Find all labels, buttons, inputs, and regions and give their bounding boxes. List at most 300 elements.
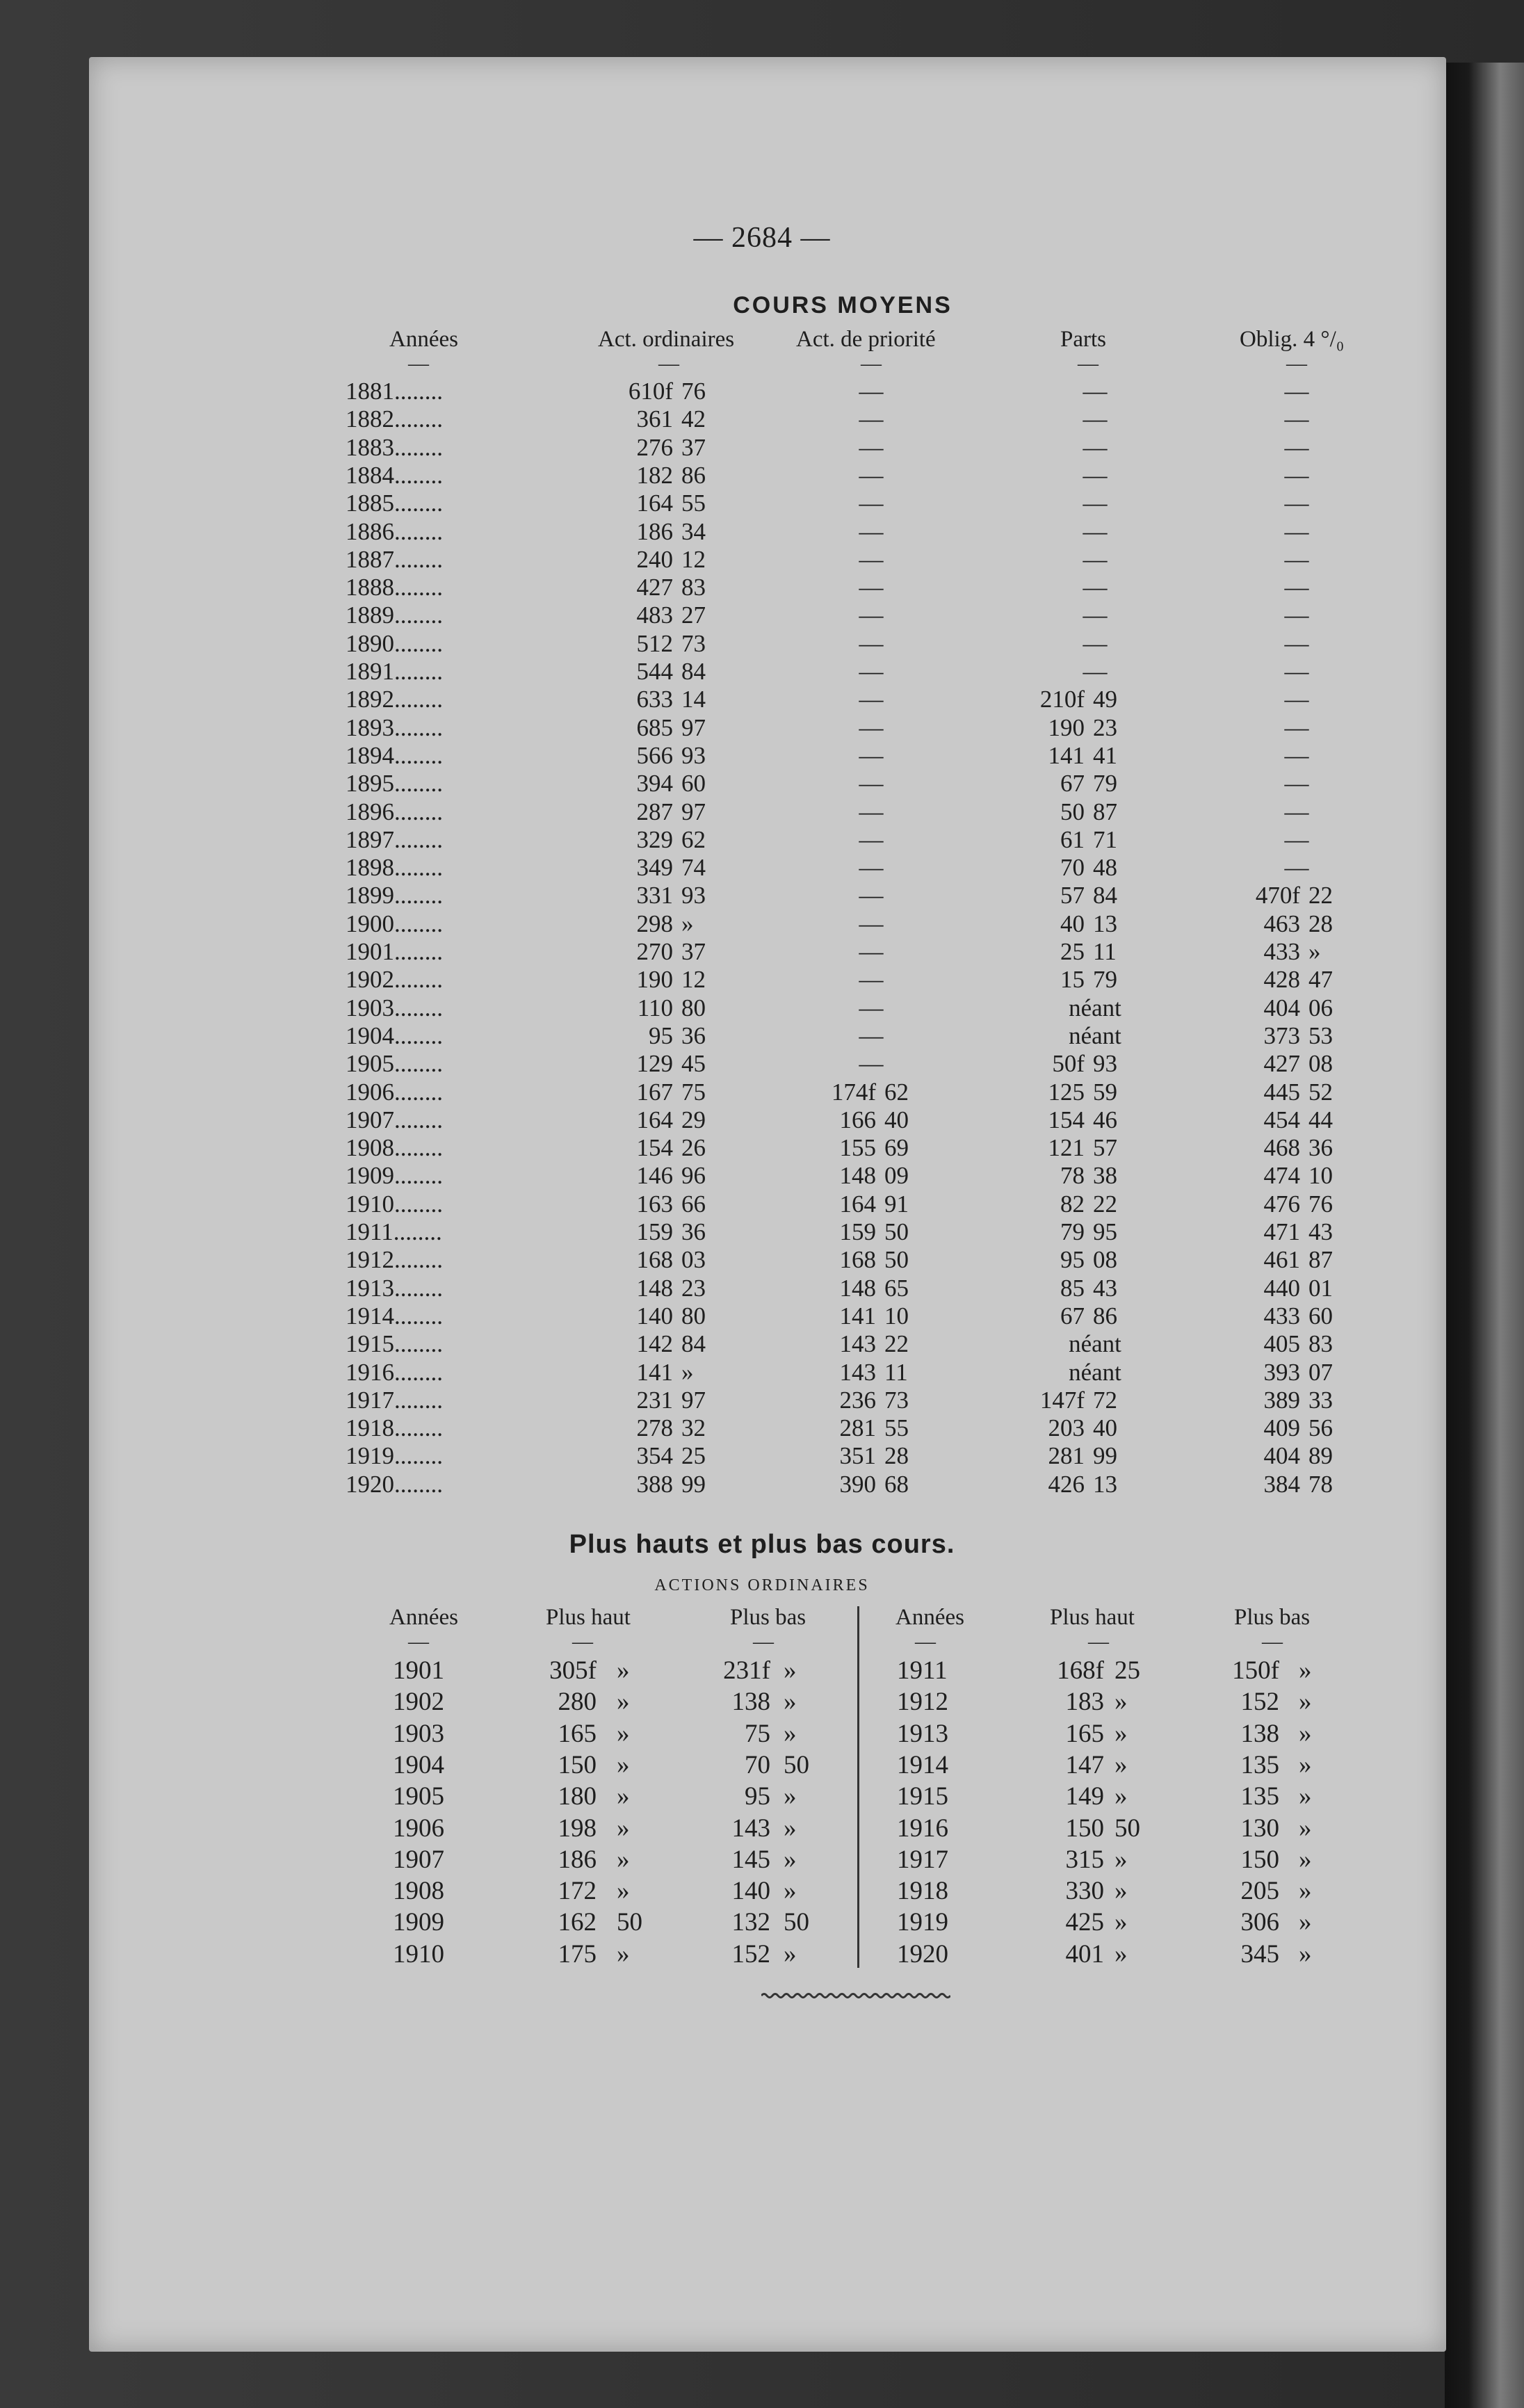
oblig-dec: 28 [1308,910,1333,937]
ordinary-int: 331 [636,882,673,910]
table-row [0,714,1524,742]
ordinary-int: 142 [636,1330,673,1358]
parts-dec: 71 [1093,825,1117,853]
priority-dec: 50 [884,1246,909,1274]
s2-low-int: 135 [1240,1750,1279,1779]
s2-header-dash: — [1262,1630,1283,1653]
ordinary-dec: 97 [681,798,706,825]
ordinary-dec: 83 [681,574,706,601]
ordinary-dec: 23 [681,1274,706,1302]
parts-text: — [1083,433,1108,461]
ordinary-dec: 26 [681,1134,706,1162]
ordinary-dec: » [681,1358,694,1386]
s2-low-int: 231f [723,1656,770,1685]
table-row [0,1330,1524,1358]
parts-int: 57 [1060,882,1085,910]
oblig-int: 405 [1263,1330,1300,1358]
table-row [0,601,1524,629]
header-ordinary: Act. ordinaires [598,327,735,352]
oblig-dec: 33 [1308,1386,1333,1414]
parts-text: — [1083,517,1108,545]
ordinary-dec: 60 [681,770,706,798]
s2-year: 1917 [897,1845,948,1874]
oblig-dec: 89 [1308,1442,1333,1470]
leader-dots: ........ [394,1358,443,1386]
leader-dots: ........ [394,658,443,685]
section2-title: Plus hauts et plus bas cours. [569,1530,955,1559]
s2-low-dec: » [1299,1877,1312,1906]
s2-low-dec: » [1299,1908,1312,1937]
priority-dec: 22 [884,1330,909,1358]
ordinary-dec: 93 [681,741,706,769]
priority-dash: — [859,741,884,769]
s2-header-dash: — [915,1630,936,1653]
year-label: 1913 [346,1274,394,1302]
priority-int: 148 [839,1274,876,1302]
oblig-dec: 87 [1308,1246,1333,1274]
s2-low-dec: » [1299,1688,1312,1717]
ordinary-dec: 12 [681,545,706,573]
parts-text: — [1083,378,1108,405]
s2-high-dec: » [617,1877,630,1906]
priority-int: 351 [839,1442,876,1470]
oblig-dash: — [1284,713,1309,741]
s2-low-int: 152 [1240,1688,1279,1717]
priority-dec: 28 [884,1442,909,1470]
ordinary-int: 427 [636,574,673,601]
s2-year: 1911 [897,1656,948,1685]
s2-high-dec: » [1114,1782,1128,1811]
priority-dash: — [859,798,884,825]
oblig-dec: 76 [1308,1190,1333,1218]
parts-dec: 49 [1093,686,1117,713]
s2-low-dec: » [784,1688,797,1717]
s2-high-int: 175 [558,1939,597,1969]
s2-header-dash: — [1088,1630,1109,1653]
s2-low-int: 138 [1240,1719,1279,1748]
year-cell [346,378,505,405]
leader-dots: ........ [394,798,443,825]
oblig-dec: 43 [1308,1218,1333,1245]
oblig-int: 461 [1263,1246,1300,1274]
oblig-dec: 56 [1308,1414,1333,1442]
leader-dots: ........ [394,1134,443,1162]
leader-dots: ........ [394,882,443,910]
priority-int: 148 [839,1162,876,1190]
year-cell [346,518,505,546]
s2-year: 1907 [393,1845,444,1874]
priority-dec: 73 [884,1386,909,1414]
year-label: 1903 [346,994,394,1021]
table-row [0,1022,1524,1050]
s2-year: 1915 [897,1782,948,1811]
year-cell [346,742,505,770]
s2-high-dec: 50 [1114,1813,1140,1843]
oblig-dash: — [1284,601,1309,629]
parts-int: 40 [1060,910,1085,937]
year-label: 1899 [346,882,394,910]
leader-dots: ........ [394,938,443,965]
oblig-int: 427 [1263,1050,1300,1078]
oblig-dec: 07 [1308,1358,1333,1386]
leader-dots: ........ [394,405,443,433]
oblig-dash: — [1284,405,1309,433]
table-row [0,378,1524,405]
oblig-dec: 06 [1308,994,1333,1021]
parts-dec: 23 [1093,713,1117,741]
table-row [0,462,1524,490]
year-cell [346,1442,505,1470]
leader-dots: ........ [394,770,443,798]
year-label: 1881 [346,378,394,405]
year-label: 1896 [346,798,394,825]
s2-high-int: 162 [558,1908,597,1937]
ordinary-int: 610f [628,378,673,405]
ordinary-int: 287 [636,798,673,825]
ordinary-int: 164 [636,490,673,517]
priority-dash: — [859,686,884,713]
ordinary-dec: 84 [681,658,706,685]
oblig-int: 373 [1263,1021,1300,1049]
priority-dash: — [859,882,884,910]
table-row [0,994,1524,1022]
oblig-int: 454 [1263,1106,1300,1133]
parts-int: 15 [1060,966,1085,994]
oblig-int: 476 [1263,1190,1300,1218]
s2-high-dec: » [617,1845,630,1874]
table-row [0,882,1524,910]
parts-text: — [1083,461,1108,489]
s2-header-high-right: Plus haut [1050,1605,1135,1630]
s2-high-int: 186 [558,1845,597,1874]
header-dash: — [408,352,429,375]
year-label: 1911 [346,1218,394,1245]
leader-dots: ........ [394,517,443,545]
s2-header-low-left: Plus bas [730,1605,806,1630]
parts-int: 125 [1048,1078,1085,1106]
ordinary-dec: 36 [681,1218,706,1245]
year-cell [346,1162,505,1190]
parts-dec: 11 [1093,938,1117,965]
priority-dash: — [859,601,884,629]
s2-low-dec: » [784,1656,797,1685]
priority-dec: 65 [884,1274,909,1302]
year-label: 1892 [346,686,394,713]
ordinary-dec: 37 [681,433,706,461]
priority-int: 143 [839,1358,876,1386]
parts-dec: 84 [1093,882,1117,910]
parts-text: néant [1069,994,1121,1021]
oblig-dash: — [1284,770,1309,798]
year-cell [346,1330,505,1358]
ordinary-dec: 32 [681,1414,706,1442]
s2-low-int: 205 [1240,1877,1279,1906]
year-label: 1885 [346,490,394,517]
s2-year: 1904 [393,1750,444,1779]
year-label: 1905 [346,1050,394,1078]
table-row [0,658,1524,686]
table-row [0,546,1524,574]
oblig-int: 433 [1263,1302,1300,1330]
ordinary-dec: 27 [681,601,706,629]
oblig-int: 384 [1263,1470,1300,1498]
ordinary-int: 544 [636,658,673,685]
parts-text: — [1083,601,1108,629]
priority-dec: 50 [884,1218,909,1245]
ordinary-int: 146 [636,1162,673,1190]
priority-dash: — [859,966,884,994]
year-label: 1917 [346,1386,394,1414]
leader-dots: ........ [394,1050,443,1078]
s2-high-dec: » [1114,1688,1128,1717]
ordinary-dec: 97 [681,1386,706,1414]
oblig-dec: » [1308,938,1321,965]
s2-high-int: 315 [1065,1845,1104,1874]
header-priority: Act. de priorité [796,327,936,352]
year-cell [346,1359,505,1387]
parts-int: 147f [1039,1386,1085,1414]
ordinary-int: 148 [636,1274,673,1302]
ordinary-dec: 73 [681,629,706,657]
column-divider [857,1606,859,1968]
year-cell [346,1134,505,1162]
s2-year: 1912 [897,1688,948,1717]
year-cell [346,1471,505,1498]
s2-year: 1903 [393,1719,444,1748]
leader-dots: ........ [394,1470,443,1498]
priority-dash: — [859,405,884,433]
table-row [0,826,1524,854]
ordinary-int: 388 [636,1470,673,1498]
oblig-dec: 01 [1308,1274,1333,1302]
ordinary-int: 483 [636,601,673,629]
ordinary-int: 141 [636,1358,673,1386]
s2-high-int: 172 [558,1877,597,1906]
ordinary-dec: 42 [681,405,706,433]
s2-low-dec: » [784,1719,797,1748]
s2-year: 1908 [393,1877,444,1906]
ordinary-dec: 36 [681,1021,706,1049]
parts-int: 141 [1048,741,1085,769]
s2-low-dec: » [784,1782,797,1811]
priority-dec: 62 [884,1078,909,1106]
oblig-int: 393 [1263,1358,1300,1386]
leader-dots: ........ [394,966,443,994]
s2-year: 1901 [393,1656,444,1685]
oblig-dash: — [1284,686,1309,713]
s2-year: 1920 [897,1939,948,1969]
ordinary-dec: 34 [681,517,706,545]
table-row [0,686,1524,713]
s2-high-int: 149 [1065,1782,1104,1811]
s2-low-int: 130 [1240,1813,1279,1843]
parts-int: 281 [1048,1442,1085,1470]
year-label: 1882 [346,405,394,433]
parts-dec: 59 [1093,1078,1117,1106]
ordinary-int: 182 [636,461,673,489]
year-cell [346,462,505,490]
section2-subtitle: ACTIONS ORDINAIRES [654,1576,870,1594]
s2-year: 1916 [897,1813,948,1843]
s2-low-dec: » [1299,1782,1312,1811]
year-label: 1907 [346,1106,394,1133]
leader-dots: ........ [394,994,443,1021]
s2-low-int: 150 [1240,1845,1279,1874]
table-row [0,1162,1524,1190]
s2-header-years-left: Années [389,1605,458,1630]
oblig-int: 468 [1263,1134,1300,1162]
parts-int: 67 [1060,1302,1085,1330]
oblig-dec: 83 [1308,1330,1333,1358]
parts-dec: 13 [1093,910,1117,937]
oblig-dash: — [1284,825,1309,853]
priority-dash: — [859,1050,884,1078]
s2-high-dec: » [617,1688,630,1717]
s2-low-dec: » [784,1877,797,1906]
priority-dash: — [859,629,884,657]
s2-header-dash: — [408,1630,429,1653]
ordinary-int: 354 [636,1442,673,1470]
oblig-dash: — [1284,798,1309,825]
ordinary-int: 231 [636,1386,673,1414]
parts-dec: 86 [1093,1302,1117,1330]
oblig-int: 409 [1263,1414,1300,1442]
ordinary-dec: 97 [681,713,706,741]
ordinary-int: 164 [636,1106,673,1133]
leader-dots: ........ [394,1190,443,1218]
priority-int: 143 [839,1330,876,1358]
oblig-int: 404 [1263,1442,1300,1470]
priority-dash: — [859,770,884,798]
s2-high-int: 147 [1065,1750,1104,1779]
year-label: 1919 [346,1442,394,1470]
table-row [0,630,1524,658]
header-dash: — [1078,352,1099,375]
leader-dots: ........ [394,490,443,517]
leader-dots: ........ [394,854,443,882]
parts-int: 50f [1052,1050,1085,1078]
priority-int: 168 [839,1246,876,1274]
leader-dots: ........ [394,825,443,853]
oblig-int: 470f [1255,882,1300,910]
ordinary-int: 140 [636,1302,673,1330]
year-cell [346,854,505,882]
parts-dec: 40 [1093,1414,1117,1442]
ordinary-dec: 74 [681,854,706,882]
table-row [0,1442,1524,1470]
s2-high-int: 198 [558,1813,597,1843]
year-cell [346,1218,505,1246]
s2-low-int: 345 [1240,1939,1279,1969]
year-label: 1920 [346,1470,394,1498]
priority-dec: 11 [884,1358,908,1386]
parts-int: 61 [1060,825,1085,853]
table-row [0,1106,1524,1134]
parts-int: 210f [1039,686,1085,713]
oblig-int: 404 [1263,994,1300,1021]
parts-dec: 99 [1093,1442,1117,1470]
parts-int: 154 [1048,1106,1085,1133]
year-label: 1902 [346,966,394,994]
s2-low-int: 152 [731,1939,770,1969]
parts-text: — [1083,629,1108,657]
priority-dash: — [859,938,884,965]
s2-low-int: 75 [745,1719,770,1748]
year-cell [346,882,505,910]
parts-dec: 79 [1093,770,1117,798]
ordinary-dec: 14 [681,686,706,713]
year-label: 1887 [346,545,394,573]
oblig-dec: 53 [1308,1021,1333,1049]
year-cell [346,1190,505,1218]
table-row [0,966,1524,994]
ordinary-dec: 66 [681,1190,706,1218]
parts-text: — [1083,490,1108,517]
s2-low-int: 145 [731,1845,770,1874]
s2-low-dec: » [784,1939,797,1969]
parts-int: 85 [1060,1274,1085,1302]
year-cell [346,546,505,574]
s2-high-dec: 25 [1114,1656,1140,1685]
header-dash: — [1286,352,1307,375]
parts-dec: 48 [1093,854,1117,882]
s2-low-int: 150f [1232,1656,1279,1685]
ordinary-int: 168 [636,1246,673,1274]
table-row [0,490,1524,517]
ordinary-int: 270 [636,938,673,965]
year-label: 1883 [346,433,394,461]
year-label: 1888 [346,574,394,601]
priority-int: 166 [839,1106,876,1133]
table-row [0,798,1524,826]
year-cell [346,1414,505,1442]
year-label: 1912 [346,1246,394,1274]
s2-high-int: 165 [1065,1719,1104,1748]
header-oblig: Oblig. 4 °/₀ [1240,327,1345,352]
priority-int: 164 [839,1190,876,1218]
year-label: 1891 [346,658,394,685]
leader-dots: ........ [394,601,443,629]
parts-int: 67 [1060,770,1085,798]
s2-low-dec: » [1299,1750,1312,1779]
s2-high-int: 180 [558,1782,597,1811]
priority-int: 390 [839,1470,876,1498]
year-cell [346,714,505,742]
leader-dots: ........ [394,574,443,601]
ordinary-int: 349 [636,854,673,882]
year-label: 1908 [346,1134,394,1162]
s2-high-int: 165 [558,1719,597,1748]
ordinary-int: 278 [636,1414,673,1442]
oblig-int: 428 [1263,966,1300,994]
priority-dash: — [859,910,884,937]
leader-dots: ........ [394,378,443,405]
year-cell [346,405,505,433]
s2-low-dec: » [1299,1813,1312,1843]
leader-dots: ........ [394,1330,443,1358]
leader-dots: ........ [393,1218,442,1245]
year-label: 1909 [346,1162,394,1190]
table-row [0,574,1524,601]
priority-dash: — [859,854,884,882]
ordinary-dec: 25 [681,1442,706,1470]
ordinary-dec: 45 [681,1050,706,1078]
ordinary-dec: 80 [681,994,706,1021]
priority-dash: — [859,1021,884,1049]
year-cell [346,434,505,462]
ordinary-dec: 86 [681,461,706,489]
s2-low-dec: » [784,1813,797,1843]
